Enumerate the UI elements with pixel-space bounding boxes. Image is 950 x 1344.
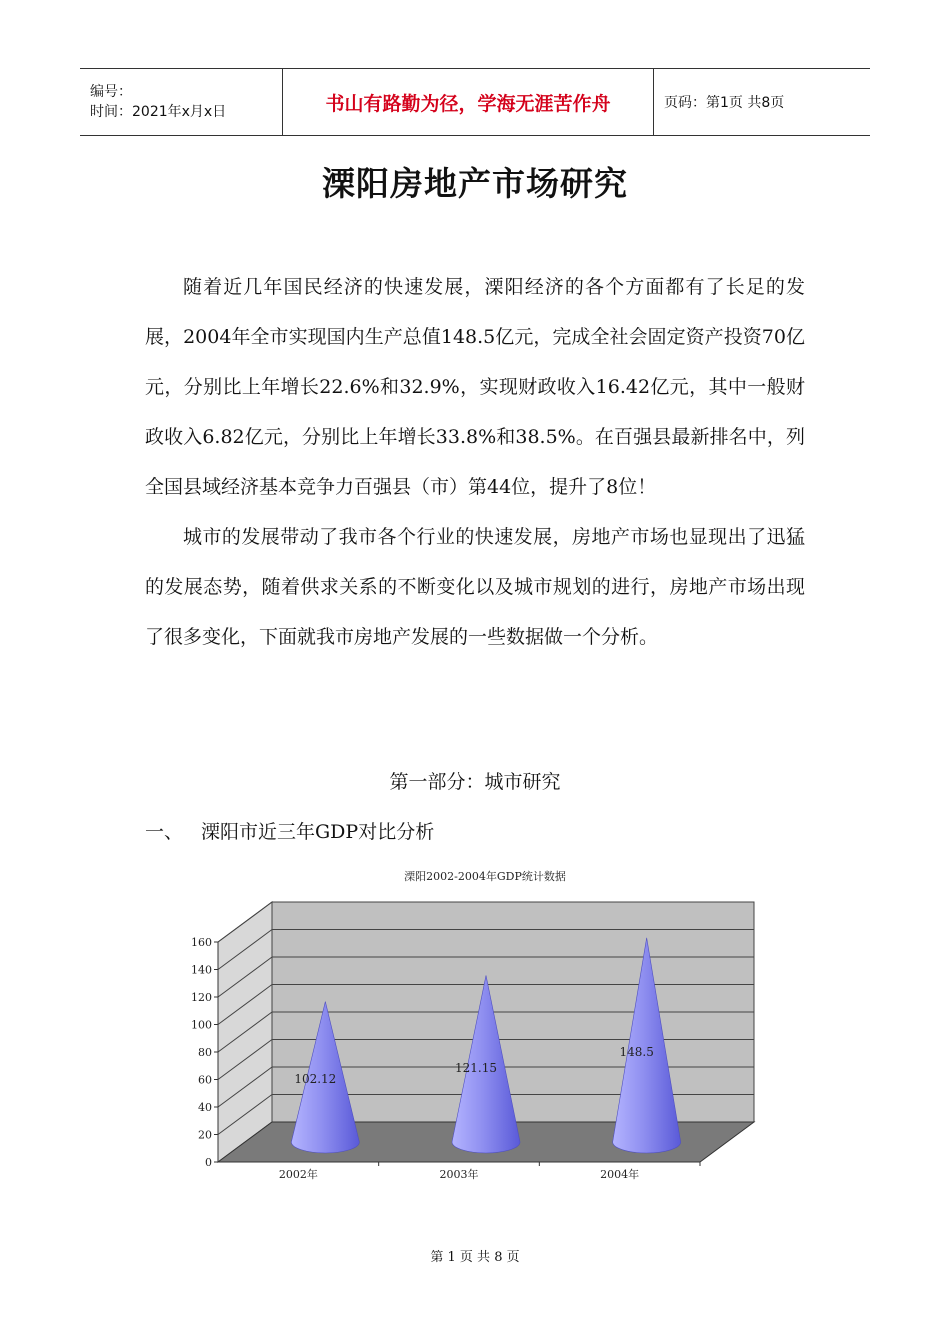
section-heading: 第一部分：城市研究 xyxy=(389,771,561,793)
body-text xyxy=(145,262,805,662)
y-tick-label: 100 xyxy=(191,1018,212,1032)
subheading xyxy=(145,814,434,850)
subheading-text: 溧阳市近三年GDP对比分析 xyxy=(201,821,435,843)
y-tick-label: 20 xyxy=(198,1128,212,1142)
paragraph-2: 城市的发展带动了我市各个行业的快速发展，房地产市场也显现出了迅猛的发展态势，随着供求关系的不断变化以及城市规划的进行，房地产市场出现了很多变化，下面就我市房地产发展的一些数据做一个分析。 xyxy=(145,526,805,648)
x-tick-label: 2002年 xyxy=(278,1168,318,1181)
x-tick-label: 2004年 xyxy=(600,1168,640,1181)
y-tick-label: 60 xyxy=(198,1073,212,1087)
header-motto: 书山有路勤为径，学海无涯苦作舟 xyxy=(282,69,654,135)
y-tick-label: 80 xyxy=(198,1046,212,1059)
y-tick-label: 120 xyxy=(191,991,212,1004)
header-page-info: 页码：第1页 共8页 xyxy=(664,95,785,111)
y-tick-label: 160 xyxy=(191,936,212,949)
data-label: 148.5 xyxy=(619,1045,654,1060)
document-title: 溧阳房地产市场研究 xyxy=(322,164,628,203)
number-label: 编号： xyxy=(90,84,132,100)
chart-title: 溧阳2002-2004年GDP统计数据 xyxy=(404,870,566,883)
y-tick-label: 40 xyxy=(198,1101,212,1114)
y-tick-label: 140 xyxy=(191,963,212,977)
header-table xyxy=(80,68,870,136)
page-footer: 第 1 页 共 8 页 xyxy=(430,1250,520,1265)
gdp-chart xyxy=(190,860,780,1190)
header-meta xyxy=(80,69,282,135)
y-tick-label: 0 xyxy=(205,1156,212,1169)
data-label: 102.12 xyxy=(294,1072,337,1087)
paragraph-1: 随着近几年国民经济的快速发展，溧阳经济的各个方面都有了长足的发展，2004年全市实现国内生产总值148.5亿元，完成全社会固定资产投资70亿元，分别比上年增长22.6%和32.9%，实现财政收入16.42亿元，其中一般财政收入6.82亿元，分别比上年增长33.8%和38.5%。在百强县最新排名中，列全国县域经济基本竞争力百强县（市）第44位，提升了8位！ xyxy=(145,276,805,498)
x-tick-label: 2003年 xyxy=(439,1168,479,1181)
subheading-number: 一、 xyxy=(145,821,184,843)
data-label: 121.15 xyxy=(455,1061,497,1076)
time-label: 时间：2021年x月x日 xyxy=(90,104,227,120)
